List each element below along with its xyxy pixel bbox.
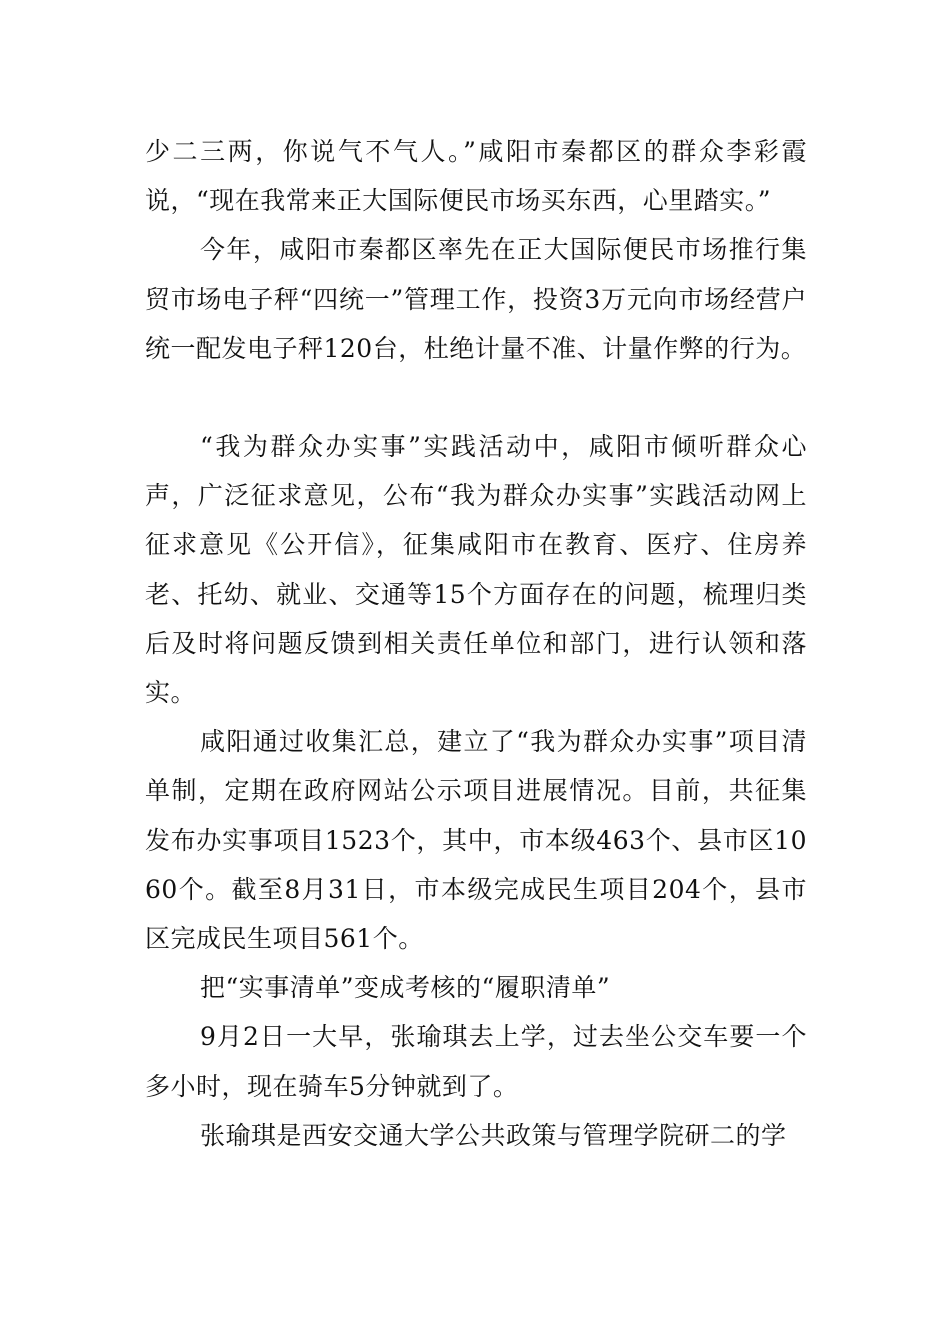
paragraph-1: 少二三两，你说气不气人。”咸阳市秦都区的群众李彩霞说，“现在我常来正大国际便民市场买东西，心里踏实。” bbox=[145, 137, 807, 216]
paragraph-3: “我为群众办实事”实践活动中，咸阳市倾听群众心声，广泛征求意见，公布“我为群众办实事”实践活动网上征求意见《公开信》，征集咸阳市在教育、医疗、住房养老、托幼、就业、交通等15个方面存在的问题，梳理归类后及时将问题反馈到相关责任单位和部门，进行认领和落实。 bbox=[145, 432, 807, 708]
paragraph-gap bbox=[145, 373, 807, 422]
section-heading: 把“实事清单”变成考核的“履职清单” bbox=[200, 973, 611, 1003]
paragraph-5: 9月2日一大早，张瑜琪去上学，过去坐公交车要一个多小时，现在骑车5分钟就到了。 bbox=[145, 1022, 807, 1101]
paragraph-2: 今年，咸阳市秦都区率先在正大国际便民市场推行集贸市场电子秤“四统一”管理工作，投资3万元向市场经营户统一配发电子秤120台，杜绝计量不准、计量作弊的行为。 bbox=[145, 235, 807, 363]
paragraph-4: 咸阳通过收集汇总，建立了“我为群众办实事”项目清单制，定期在政府网站公示项目进展情况。目前，共征集发布办实事项目1523个，其中，市本级463个、县市区1060个。截至8月31日，市本级完成民生项目204个，县市区完成民生项目561个。 bbox=[145, 727, 807, 954]
paragraph-6: 张瑜琪是西安交通大学公共政策与管理学院研二的学 bbox=[200, 1120, 787, 1150]
document-body bbox=[145, 127, 807, 1160]
